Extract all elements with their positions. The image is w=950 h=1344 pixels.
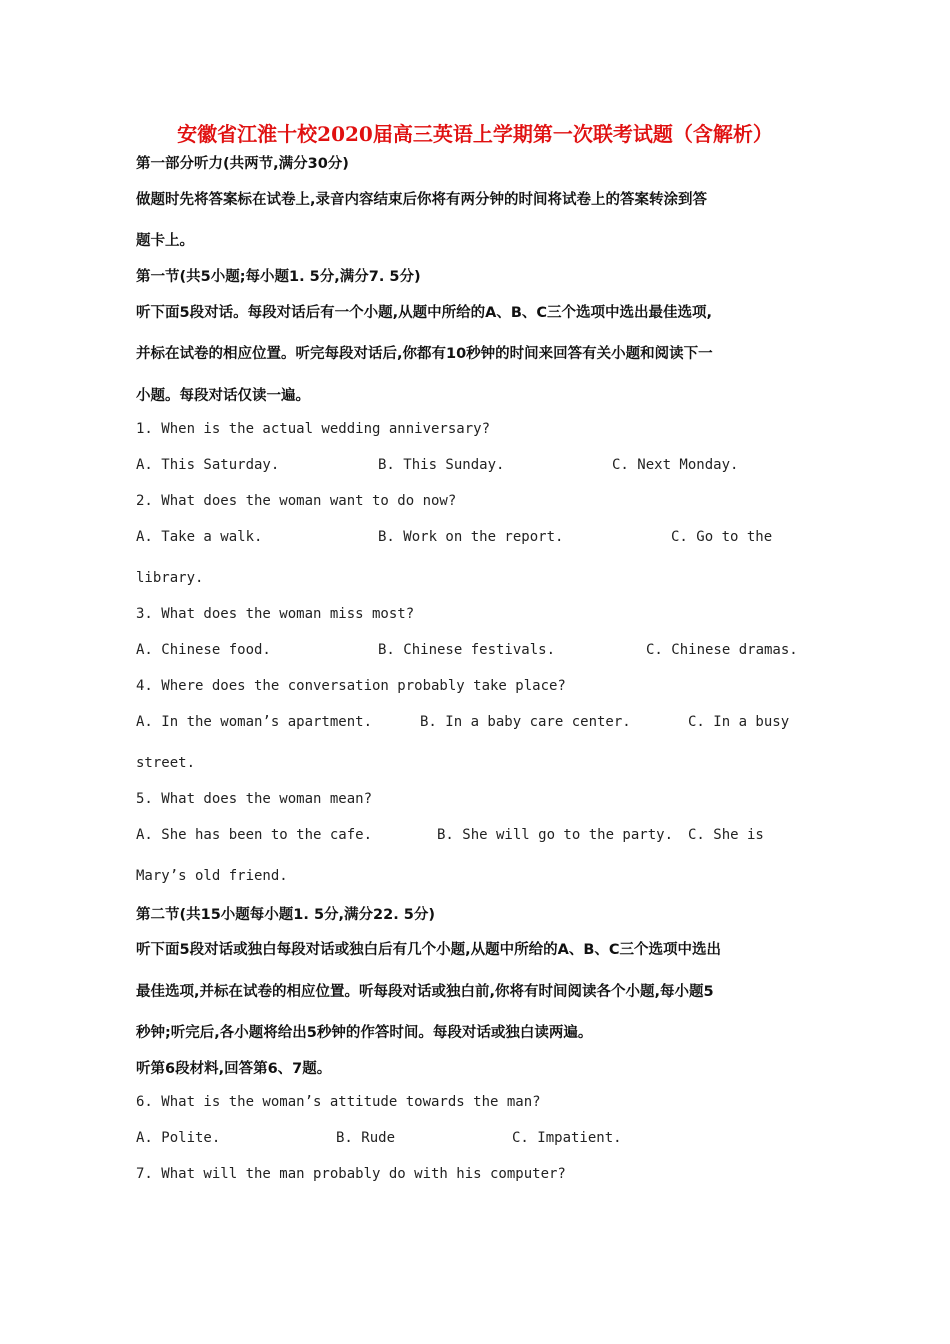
page-title: 安徽省江淮十校2020届高三英语上学期第一次联考试题（含解析） (177, 122, 773, 146)
question-5-option-c: C. She is (688, 827, 764, 843)
question-1-option-c: C. Next Monday. (612, 457, 739, 473)
question-3-stem: 3. What does the woman miss most? (136, 606, 415, 622)
question-6-option-a: A. Polite. (136, 1130, 221, 1146)
question-5-option-b: B. She will go to the party. (437, 827, 674, 843)
question-1-option-a: A. This Saturday. (136, 457, 280, 473)
material-6-instruction: 听第6段材料,回答第6、7题。 (136, 1061, 332, 1077)
question-2-stem: 2. What does the woman want to do now? (136, 493, 457, 509)
section1-line-3: 小题。每段对话仅读一遍。 (136, 388, 310, 404)
question-4-stem: 4. Where does the conversation probably take place? (136, 678, 566, 694)
question-7-stem: 7. What will the man probably do with his computer? (136, 1166, 566, 1182)
section2-line-1: 听下面5段对话或独白每段对话或独白后有几个小题,从题中所给的A、B、C三个选项中选出 (136, 942, 722, 958)
question-4-option-c: C. In a busy (688, 714, 790, 730)
question-2-option-c: C. Go to the (671, 529, 773, 545)
question-6-option-b: B. Rude (336, 1130, 396, 1146)
section2-line-2: 最佳选项,并标在试卷的相应位置。听每段对话或独白前,你将有时间阅读各个小题,每小题5 (136, 984, 714, 1000)
question-1-stem: 1. When is the actual wedding anniversary? (136, 421, 491, 437)
question-4-option-a: A. In the woman’s apartment. (136, 714, 373, 730)
section1-heading: 第一节(共5小题;每小题1. 5分,满分7. 5分) (136, 269, 421, 285)
part1-heading: 第一部分听力(共两节,满分30分) (136, 156, 349, 172)
question-2-option-a: A. Take a walk. (136, 529, 263, 545)
question-5-stem: 5. What does the woman mean? (136, 791, 373, 807)
question-3-option-b: B. Chinese festivals. (378, 642, 556, 658)
question-5-option-a: A. She has been to the cafe. (136, 827, 373, 843)
question-2-option-c-continued: library. (136, 570, 204, 586)
question-4-option-b: B. In a baby care center. (420, 714, 631, 730)
question-3-option-c: C. Chinese dramas. (646, 642, 798, 658)
question-6-stem: 6. What is the woman’s attitude towards the man? (136, 1094, 541, 1110)
section2-heading: 第二节(共15小题每小题1. 5分,满分22. 5分) (136, 907, 435, 923)
instructions-line-2: 题卡上。 (136, 233, 194, 249)
question-2-option-b: B. Work on the report. (378, 529, 564, 545)
question-6-option-c: C. Impatient. (512, 1130, 622, 1146)
question-4-option-c-continued: street. (136, 755, 196, 771)
section1-line-1: 听下面5段对话。每段对话后有一个小题,从题中所给的A、B、C三个选项中选出最佳选项, (136, 305, 713, 321)
question-5-option-c-continued: Mary’s old friend. (136, 868, 288, 884)
section2-line-3: 秒钟;听完后,各小题将给出5秒钟的作答时间。每段对话或独白读两遍。 (136, 1025, 593, 1041)
question-3-option-a: A. Chinese food. (136, 642, 271, 658)
instructions-line-1: 做题时先将答案标在试卷上,录音内容结束后你将有两分钟的时间将试卷上的答案转涂到答 (136, 192, 708, 208)
section1-line-2: 并标在试卷的相应位置。听完每段对话后,你都有10秒钟的时间来回答有关小题和阅读下一 (136, 346, 713, 362)
question-1-option-b: B. This Sunday. (378, 457, 505, 473)
